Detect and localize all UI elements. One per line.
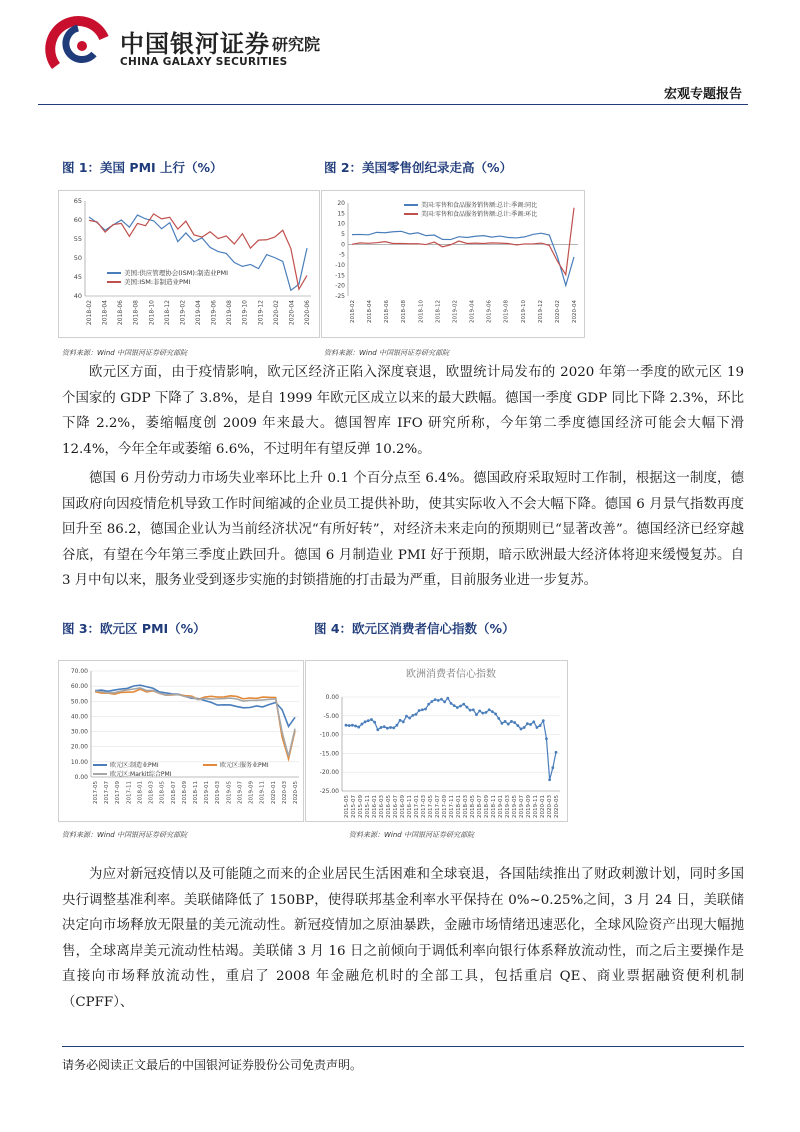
legend-label: 美国:零售和食品服务销售额:总计:季调:同比 <box>421 202 538 210</box>
x-tick-label: 2019-10 <box>241 300 249 326</box>
data-point <box>376 728 379 731</box>
x-tick-label: 2018-05 <box>470 795 476 818</box>
series-line <box>346 698 556 780</box>
y-tick-label: -25.00 <box>319 788 339 795</box>
chart-eurozone-confidence <box>305 660 568 822</box>
y-tick-label: -20.00 <box>319 769 339 777</box>
chart-title: 欧洲消费者信心指数 <box>406 669 496 680</box>
data-point <box>491 710 494 713</box>
series-line <box>89 215 307 290</box>
galaxy-logo-icon <box>38 16 118 76</box>
x-tick-label: 2018-09 <box>484 795 490 818</box>
y-tick-label: 40.00 <box>70 713 88 721</box>
x-tick-label: 2020-01 <box>270 781 277 804</box>
y-tick-label: 0 <box>341 241 345 249</box>
y-tick-label: -5.00 <box>323 712 339 720</box>
x-tick-label: 2018-01 <box>456 795 462 818</box>
data-point <box>424 708 427 711</box>
x-tick-label: 2019-05 <box>512 795 518 818</box>
y-tick-label: 45 <box>73 273 82 281</box>
x-tick-label: 2017-07 <box>104 781 111 804</box>
legend-label: 美国:供应管理协会(ISM):制造业PMI <box>124 269 229 278</box>
data-point <box>370 718 373 721</box>
y-tick-label: 70.00 <box>70 668 88 675</box>
data-point <box>351 724 354 727</box>
figure-4-source: 资料来源：Wind 中国银河证券研究部院 <box>349 831 474 839</box>
company-name-en: CHINA GALAXY SECURITIES <box>120 56 288 68</box>
x-tick-label: 2017-07 <box>435 795 441 818</box>
series-line <box>95 685 295 726</box>
paragraph-germany: 德国 6 月份劳动力市场失业率环比上升 0.1 个百分点至 6.4%。德国政府采取短时工作制，根据这一制度，德国政府向因疫情危机导致工作时间缩减的企业员工提供补助，使其实际收入不会大幅下降。德国 6 月景气指数再度回升至 86.2，德国企业认为当前经济状况“有所好转”，对经济未来走向的预期则已“显著改善”。德国经济已经穿越谷底，有望在今年第三季度止跌回升。德国 6 月制造业 PMI 好于预期，暗示欧洲最大经济体将迎来缓慢复苏。自 3 月中旬以来，服务业受到逐步实施的封锁措施的打击最为严重，目前服务业进一步复苏。 <box>62 471 744 588</box>
data-point <box>399 719 402 722</box>
x-tick-label: 2019-03 <box>215 781 222 804</box>
chart-us-pmi <box>58 190 320 338</box>
x-tick-label: 2018-11 <box>491 795 497 818</box>
x-tick-label: 2019-05 <box>226 781 233 804</box>
x-tick-label: 2019-07 <box>519 795 525 818</box>
x-tick-label: 2015-07 <box>351 795 357 818</box>
x-tick-label: 2019-06 <box>210 300 218 326</box>
y-tick-label: -10.00 <box>319 731 339 739</box>
x-tick-label: 2018-08 <box>401 300 408 323</box>
data-point <box>453 704 456 707</box>
data-point <box>456 706 459 709</box>
x-tick-label: 2019-01 <box>498 795 504 818</box>
legend-label: 欧元区:Markit综合PMI <box>110 771 172 779</box>
x-tick-label: 2018-08 <box>132 300 140 326</box>
y-tick-label: 20 <box>337 200 345 207</box>
x-tick-label: 2019-12 <box>257 300 265 326</box>
x-tick-label: 2019-10 <box>520 300 527 323</box>
x-tick-label: 2018-12 <box>435 300 442 323</box>
x-tick-label: 2019-02 <box>179 300 187 326</box>
x-tick-label: 2018-12 <box>163 300 171 326</box>
data-point <box>427 703 430 706</box>
y-tick-label: 20.00 <box>70 743 88 751</box>
data-point <box>364 720 367 723</box>
x-tick-label: 2017-05 <box>93 781 99 804</box>
data-point <box>485 711 488 714</box>
data-point <box>536 726 539 729</box>
data-point <box>434 698 437 701</box>
x-tick-label: 2016-11 <box>407 795 413 818</box>
x-tick-label: 2018-05 <box>159 781 166 804</box>
figure-2-title: 图 2：美国零售创纪录走高（%） <box>324 160 513 175</box>
y-tick-label: -15.00 <box>319 750 339 758</box>
data-point <box>459 705 462 708</box>
data-point <box>548 778 551 781</box>
data-point <box>443 700 446 703</box>
data-point <box>431 700 434 703</box>
data-point <box>361 723 364 726</box>
data-point <box>507 723 510 726</box>
data-point <box>516 724 519 727</box>
y-tick-label: 0.00 <box>74 774 88 781</box>
legend-label: 美国:零售和食品服务销售额:总计:季调:环比 <box>421 211 538 219</box>
data-point <box>520 728 523 731</box>
x-tick-label: 2018-10 <box>148 300 156 326</box>
x-tick-label: 2017-09 <box>115 781 122 804</box>
chart-eurozone-pmi <box>58 660 304 822</box>
data-point <box>513 721 516 724</box>
x-tick-label: 2019-02 <box>452 300 459 323</box>
x-tick-label: 2018-03 <box>463 795 469 818</box>
figure-1-source: 资料来源：Wind 中国银河证券研究部院 <box>62 349 187 357</box>
y-tick-label: 0.00 <box>325 694 339 701</box>
data-point <box>405 715 408 718</box>
data-point <box>469 709 472 712</box>
figure-3-source: 资料来源：Wind 中国银河证券研究部院 <box>62 831 187 839</box>
x-tick-label: 2016-05 <box>386 795 392 818</box>
report-type: 宏观专题报告 <box>663 87 742 102</box>
figure-4-title: 图 4：欧元区消费者信心指数（%） <box>314 621 515 636</box>
data-point <box>389 726 392 729</box>
x-tick-label: 2019-09 <box>248 781 255 804</box>
legend-label: 欧元区:服务业PMI <box>220 762 269 770</box>
x-tick-label: 2017-05 <box>428 795 434 818</box>
x-tick-label: 2019-03 <box>505 795 511 818</box>
x-tick-label: 2015-09 <box>358 795 364 818</box>
x-tick-label: 2017-09 <box>442 795 448 818</box>
data-point <box>472 708 475 711</box>
data-point <box>440 698 443 701</box>
y-tick-label: -10 <box>335 262 345 269</box>
series-line <box>352 231 574 285</box>
x-tick-label: 2016-09 <box>400 795 406 818</box>
x-tick-label: 2016-01 <box>372 795 378 818</box>
x-tick-label: 2019-11 <box>533 795 539 818</box>
data-point <box>446 697 449 700</box>
data-point <box>396 724 399 727</box>
data-point <box>348 724 351 727</box>
legend-label: 美国:ISM:非制造业PMI <box>124 278 191 287</box>
x-tick-label: 2017-11 <box>126 781 133 804</box>
x-tick-label: 2017-01 <box>414 795 420 818</box>
y-tick-label: -20 <box>335 282 345 290</box>
data-point <box>466 706 469 709</box>
y-tick-label: -15 <box>335 272 345 280</box>
x-tick-label: 2017-11 <box>449 795 455 818</box>
x-tick-label: 2020-02 <box>554 300 561 323</box>
y-tick-label: 60.00 <box>70 683 88 691</box>
figure-3-title: 图 3：欧元区 PMI（%） <box>62 621 206 636</box>
x-tick-label: 2018-11 <box>193 781 199 804</box>
y-tick-label: 40 <box>73 292 82 300</box>
data-point <box>545 737 548 740</box>
x-tick-label: 2019-11 <box>259 781 266 804</box>
x-tick-label: 2018-01 <box>137 781 144 804</box>
y-tick-label: 15 <box>337 210 345 218</box>
x-tick-label: 2016-03 <box>379 795 385 818</box>
data-point <box>415 713 418 716</box>
x-tick-label: 2019-07 <box>237 781 244 804</box>
data-point <box>411 714 414 717</box>
data-point <box>523 726 526 729</box>
y-tick-label: 50 <box>73 254 82 262</box>
footer-divider <box>62 1046 744 1047</box>
x-tick-label: 2020-01 <box>540 795 546 818</box>
data-point <box>532 720 535 723</box>
figure-2-source: 资料来源：Wind 中国银河证券研究部院 <box>324 349 449 357</box>
data-point <box>392 726 395 729</box>
data-point <box>478 710 481 713</box>
x-tick-label: 2017-03 <box>421 795 427 818</box>
data-point <box>504 720 507 723</box>
x-tick-label: 2019-04 <box>195 300 202 326</box>
legend-label: 欧元区:制造业PMI <box>110 762 159 770</box>
x-tick-label: 2020-03 <box>547 795 553 818</box>
data-point <box>497 717 500 720</box>
data-point <box>475 713 478 716</box>
x-tick-label: 2015-11 <box>365 795 371 818</box>
data-point <box>437 699 440 702</box>
y-tick-label: 5 <box>341 231 345 238</box>
data-point <box>418 709 421 712</box>
x-tick-label: 2018-07 <box>170 781 177 804</box>
data-point <box>551 766 554 769</box>
data-point <box>383 725 386 728</box>
x-tick-label: 2020-04 <box>288 300 296 326</box>
data-point <box>380 726 383 729</box>
x-tick-label: 2020-05 <box>554 795 560 818</box>
y-tick-label: -5 <box>339 251 345 259</box>
y-tick-label: 60 <box>73 216 82 224</box>
data-point <box>526 722 529 725</box>
data-point <box>501 722 504 725</box>
data-point <box>462 703 465 706</box>
footer-disclaimer: 请务必阅读正文最后的中国银河证券股份公司免责声明。 <box>62 1058 363 1072</box>
data-point <box>373 721 376 724</box>
series-line <box>95 688 295 756</box>
data-point <box>539 724 542 727</box>
y-tick-label: 30.00 <box>70 728 88 736</box>
y-tick-label: 10.00 <box>70 758 88 766</box>
x-tick-label: 2019-04 <box>469 300 476 323</box>
company-name-cn: 中国银河证券 <box>120 30 270 58</box>
data-point <box>555 751 558 754</box>
x-tick-label: 2019-12 <box>537 300 544 323</box>
y-tick-label: 10 <box>337 220 345 228</box>
x-tick-label: 2018-06 <box>117 300 125 326</box>
x-tick-label: 2020-04 <box>572 300 578 323</box>
x-tick-label: 2015-05 <box>344 795 350 818</box>
x-tick-label: 2019-09 <box>526 795 532 818</box>
data-point <box>481 712 484 715</box>
data-point <box>542 719 545 722</box>
paragraph-stimulus: 为应对新冠疫情以及可能随之而来的企业居民生活困难和全球衰退，各国陆续推出了财政刺激计划，同时多国央行调整基准利率。美联储降低了 150BP，使得联邦基金利率水平保持在 0%~0.25%之间，3 月 24 日，美联储决定向市场释放无限量的美元流动性。新冠疫情加之原油暴跌，金融市场情绪迅速恶化，全球风险资产出现大幅抛售，全球离岸美元流动性枯竭。美联储 3 月 16 日之前倾向于调低利率向银行体系释放流动性，而之后主要操作是直接向市场释放流动性，重启了 2008 年金融危机时的全部工具，包括重启 QE、商业票据融资便利机制（CPFF）、 <box>62 867 744 1010</box>
x-tick-label: 2018-02 <box>350 300 356 323</box>
y-tick-label: -25 <box>335 293 345 300</box>
x-tick-label: 2018-06 <box>384 300 391 323</box>
data-point <box>488 708 491 711</box>
x-tick-label: 2020-03 <box>281 781 288 804</box>
y-tick-label: 55 <box>73 235 82 243</box>
data-point <box>529 723 532 726</box>
x-tick-label: 2019-01 <box>204 781 211 804</box>
x-tick-label: 2018-10 <box>418 300 425 323</box>
x-tick-label: 2019-08 <box>503 300 510 323</box>
data-point <box>408 717 411 720</box>
data-point <box>357 726 360 729</box>
data-point <box>354 725 357 728</box>
x-tick-label: 2018-03 <box>148 781 155 804</box>
x-tick-label: 2016-07 <box>393 795 399 818</box>
data-point <box>450 702 453 705</box>
x-tick-label: 2020-06 <box>304 300 311 326</box>
x-tick-label: 2019-08 <box>226 300 234 326</box>
data-point <box>494 713 497 716</box>
paragraph-eurozone-gdp: 欧元区方面，由于疫情影响，欧元区经济正陷入深度衰退，欧盟统计局发布的 2020 年第一季度的欧元区 19 个国家的 GDP 下降了 3.8%，是自 1999 年欧元区成立以来的最大跌幅。德国一季度 GDP 同比下降 2.3%，环比下降 2.2%，萎缩幅度创 2009 年来最大。德国智库 IFO 研究所称，今年第二季度德国经济可能会大幅下滑 12.4%，今年全年或萎缩 6.6%，不过明年有望反弹 10.2%。 <box>62 365 744 457</box>
institute-name: 研究院 <box>272 35 321 54</box>
header-divider <box>38 104 748 105</box>
figure-1-title: 图 1：美国 PMI 上行（%） <box>62 160 223 175</box>
x-tick-label: 2018-04 <box>367 300 374 323</box>
data-point <box>367 719 370 722</box>
series-line <box>89 214 307 289</box>
x-tick-label: 2020-02 <box>272 300 280 326</box>
data-point <box>510 720 513 723</box>
data-point <box>345 724 348 727</box>
chart-us-retail <box>321 190 585 338</box>
y-tick-label: 65 <box>73 197 82 205</box>
x-tick-label: 2018-04 <box>101 300 109 326</box>
x-tick-label: 2020-05 <box>293 781 299 804</box>
y-tick-label: 50.00 <box>70 698 88 706</box>
x-tick-label: 2018-07 <box>477 795 483 818</box>
data-point <box>386 727 389 730</box>
data-point <box>421 708 424 711</box>
x-tick-label: 2019-06 <box>486 300 493 323</box>
x-tick-label: 2018-02 <box>86 300 93 326</box>
x-tick-label: 2018-09 <box>181 781 188 804</box>
company-logo <box>38 16 338 76</box>
data-point <box>402 720 405 723</box>
